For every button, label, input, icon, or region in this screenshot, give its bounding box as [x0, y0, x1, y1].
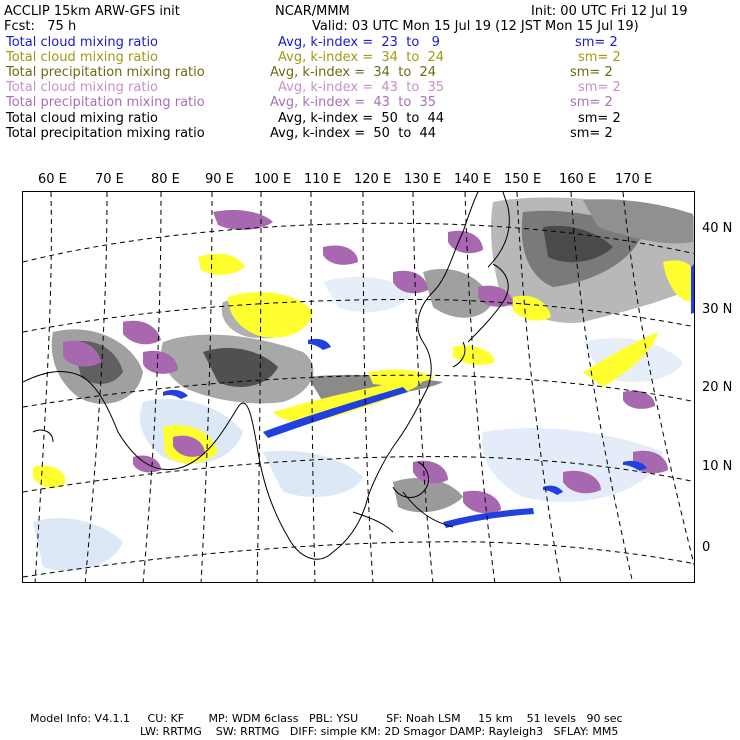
- map-title: ACCLIP 15km ARW-GFS init: [4, 4, 180, 19]
- forecast-hour: Fcst: 75 h: [4, 19, 77, 34]
- field-avg: Avg, k-index = 50 to 44: [270, 126, 437, 141]
- field-avg: Avg, k-index = 43 to 35: [270, 95, 437, 110]
- field-name: Total cloud mixing ratio: [6, 35, 159, 50]
- map-panel: [22, 191, 695, 583]
- lon-label: 120 E: [354, 172, 392, 187]
- lon-label: 150 E: [504, 172, 542, 187]
- field-name: Total cloud mixing ratio: [6, 80, 159, 95]
- field-sm: sm= 2: [578, 50, 621, 65]
- init-time: Init: 00 UTC Fri 12 Jul 19: [531, 4, 688, 19]
- field-sm: sm= 2: [570, 65, 613, 80]
- lat-label: 0: [702, 540, 711, 555]
- field-sm: sm= 2: [578, 111, 621, 126]
- lon-label: 60 E: [38, 172, 67, 187]
- field-name: Total precipitation mixing ratio: [6, 65, 205, 80]
- center-label: NCAR/MMM: [275, 4, 350, 19]
- lon-label: 90 E: [205, 172, 234, 187]
- lon-label: 130 E: [404, 172, 442, 187]
- field-sm: sm= 2: [578, 80, 621, 95]
- lon-label: 160 E: [559, 172, 597, 187]
- field-avg: Avg, k-index = 23 to 9: [278, 35, 440, 50]
- field-name: Total cloud mixing ratio: [6, 111, 159, 126]
- field-avg: Avg, k-index = 34 to 24: [270, 65, 437, 80]
- field-sm: sm= 2: [575, 35, 618, 50]
- field-name: Total precipitation mixing ratio: [6, 126, 205, 141]
- map-svg: [23, 192, 695, 583]
- lat-label: 10 N: [702, 459, 733, 474]
- field-name: Total cloud mixing ratio: [6, 50, 159, 65]
- field-name: Total precipitation mixing ratio: [6, 95, 205, 110]
- field-sm: sm= 2: [570, 126, 613, 141]
- field-sm: sm= 2: [570, 95, 613, 110]
- valid-time: Valid: 03 UTC Mon 15 Jul 19 (12 JST Mon 15 Jul 19): [312, 19, 639, 34]
- lat-label: 20 N: [702, 380, 733, 395]
- model-info-line2: LW: RRTMG SW: RRTMG DIFF: simple KM: 2D Smagor DAMP: Rayleigh3 SFLAY: MM5: [140, 725, 619, 738]
- model-info-line1: Model Info: V4.1.1 CU: KF MP: WDM 6class PBL: YSU SF: Noah LSM 15 km 51 levels 90 sec: [30, 712, 623, 725]
- field-avg: Avg, k-index = 34 to 24: [278, 50, 445, 65]
- lon-label: 110 E: [304, 172, 342, 187]
- lon-label: 80 E: [151, 172, 180, 187]
- lon-label: 170 E: [615, 172, 653, 187]
- lat-label: 30 N: [702, 302, 733, 317]
- field-avg: Avg, k-index = 43 to 35: [278, 80, 445, 95]
- lon-label: 140 E: [454, 172, 492, 187]
- field-avg: Avg, k-index = 50 to 44: [278, 111, 445, 126]
- lon-label: 100 E: [254, 172, 292, 187]
- lat-label: 40 N: [702, 221, 733, 236]
- lon-label: 70 E: [95, 172, 124, 187]
